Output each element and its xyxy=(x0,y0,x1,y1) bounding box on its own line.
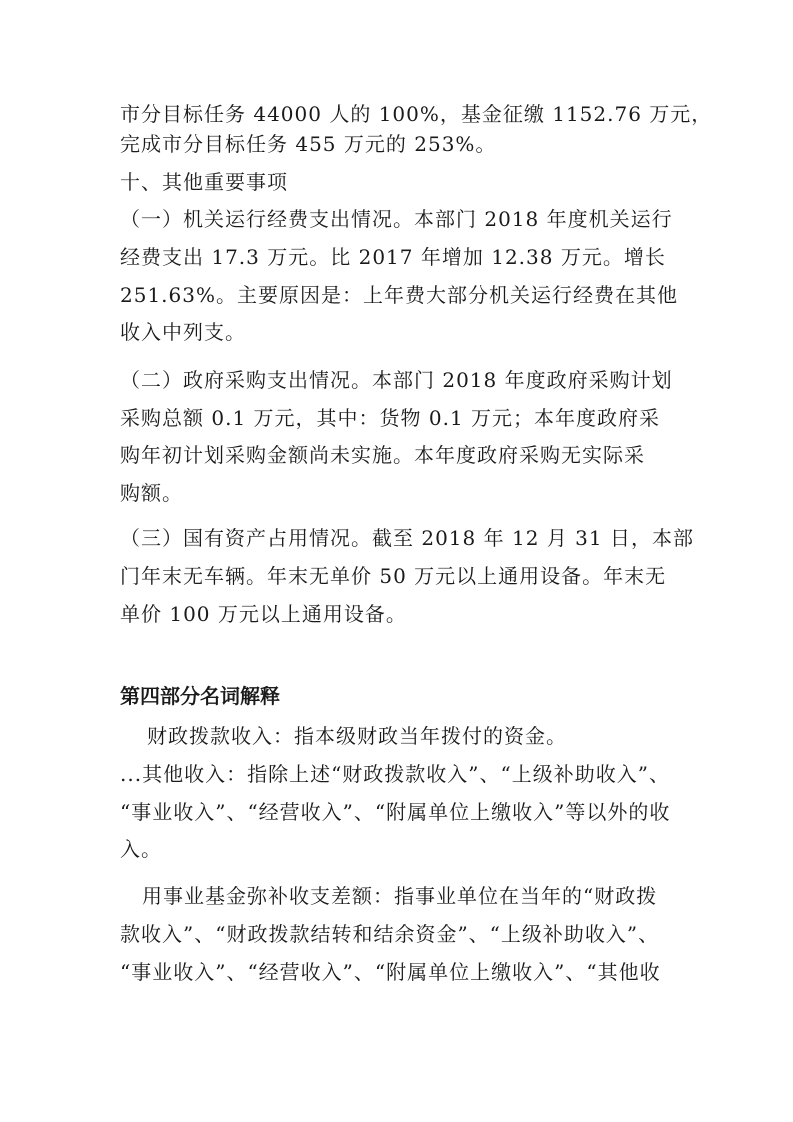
section-item-title: 十、其他重要事项 xyxy=(120,170,288,194)
paragraph-line: 收入中列支。 xyxy=(120,320,246,344)
glossary-line: “事业收入”、“经营收入”、“附属单位上缴收入”、“其他收 xyxy=(120,960,661,984)
paragraph-line: 经费支出 17.3 万元。比 2017 年增加 12.38 万元。增长 xyxy=(120,245,666,269)
paragraph-line: 门年末无车辆。年末无单价 50 万元以上通用设备。年末无 xyxy=(120,564,667,588)
paragraph-line: （一）机关运行经费支出情况。本部门 2018 年度机关运行 xyxy=(120,207,673,231)
paragraph-line: （三）国有资产占用情况。截至 2018 年 12 月 31 日，本部 xyxy=(120,526,694,550)
paragraph-line: 购年初计划采购金额尚未实施。本年度政府采购无实际采 xyxy=(120,443,645,467)
paragraph-line: 购额。 xyxy=(120,481,183,505)
glossary-line: 财政拨款收入：指本级财政当年拨付的资金。 xyxy=(147,724,567,748)
glossary-line: ...其他收入：指除上述“财政拨款收入”、“上级补助收入”、 xyxy=(120,762,670,786)
glossary-line: 入。 xyxy=(120,837,162,861)
paragraph-line: 市分目标任务 44000 人的 100%，基金征缴 1152.76 万元， xyxy=(120,102,713,126)
paragraph-line: 251.63%。主要原因是：上年费大部分机关运行经费在其他 xyxy=(120,283,678,307)
paragraph-line: 采购总额 0.1 万元，其中：货物 0.1 万元；本年度政府采 xyxy=(120,406,661,430)
paragraph-line: 单价 100 万元以上通用设备。 xyxy=(120,602,407,626)
section-heading: 第四部分名词解释 xyxy=(120,684,280,708)
paragraph-line: （二）政府采购支出情况。本部门 2018 年度政府采购计划 xyxy=(120,368,673,392)
glossary-line: 款收入”、“财政拨款结转和结余资金”、“上级补助收入”、 xyxy=(120,922,660,946)
glossary-line: “事业收入”、“经营收入”、“附属单位上缴收入”等以外的收 xyxy=(120,800,671,824)
paragraph-line: 完成市分目标任务 455 万元的 253%。 xyxy=(120,132,497,156)
glossary-line: 用事业基金弥补收支差额：指事业单位在当年的“财政拨 xyxy=(142,884,658,908)
